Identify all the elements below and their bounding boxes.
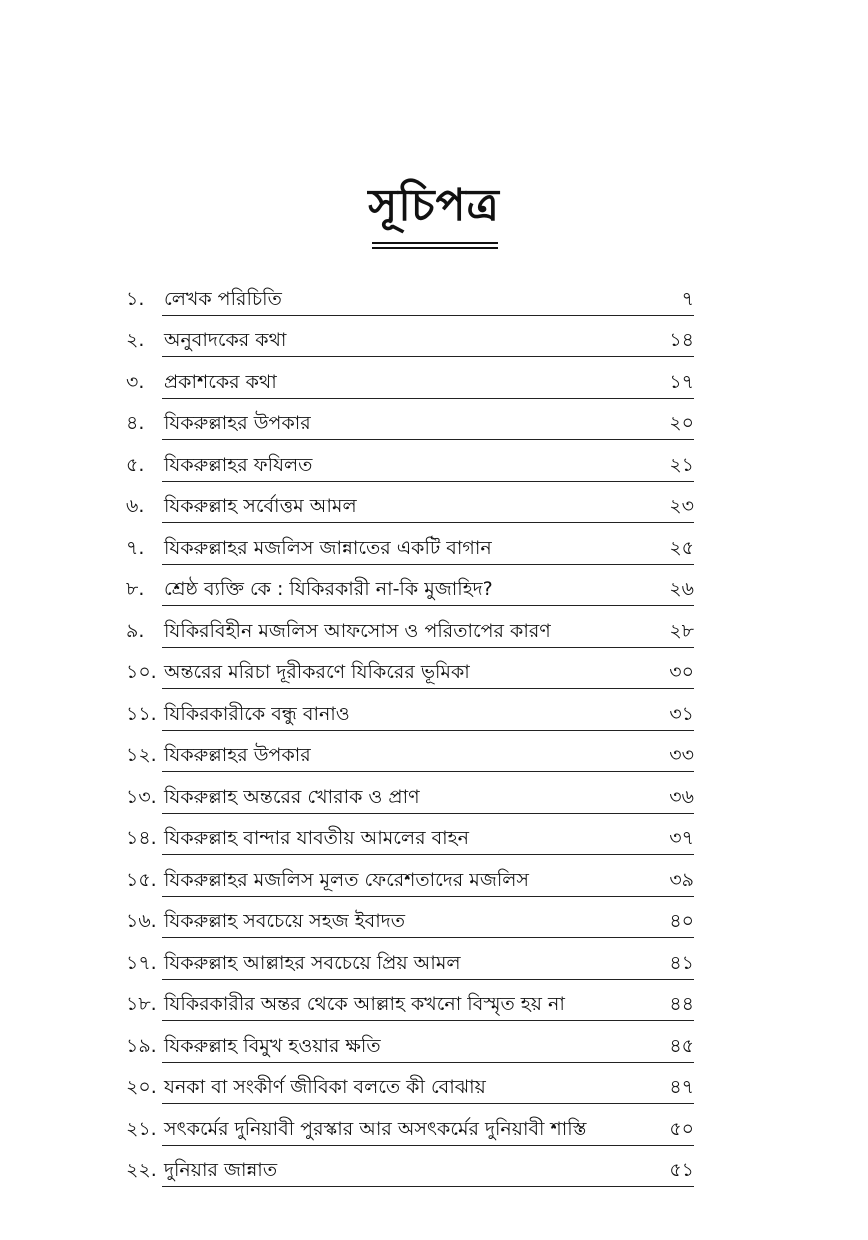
toc-entry: [126, 482, 694, 524]
toc-entry-number: ২.: [126, 329, 145, 351]
toc-entry: [126, 565, 694, 607]
toc-entry: [126, 440, 694, 482]
toc-entry-title: দুনিয়ার জান্নাত: [164, 1159, 278, 1181]
toc-entry-page: ৪০: [669, 910, 694, 932]
table-of-contents: [126, 274, 694, 1187]
toc-entry-page: ৪১: [669, 951, 694, 974]
toc-entry-number: ১৭.: [126, 951, 157, 974]
toc-entry-title: যিকিরবিহীন মজলিস আফসোস ও পরিতাপের কারণ: [164, 619, 551, 642]
toc-entry-page: ১৭: [669, 370, 694, 393]
toc-heading: সূচিপত্র: [368, 180, 500, 231]
toc-entry-page: ৫১: [669, 1159, 694, 1181]
toc-entry: [126, 980, 694, 1022]
toc-entry-title: যিকরুল্লাহ আল্লাহর সবচেয়ে প্রিয় আমল: [164, 951, 461, 974]
toc-entry: [126, 274, 694, 316]
toc-entry-title: যিকরুল্লাহ অন্তরের খোরাক ও প্রাণ: [164, 785, 420, 808]
toc-entry: [126, 523, 694, 565]
toc-entry-number: ২২.: [126, 1159, 157, 1181]
toc-entry-title: অন্তরের মরিচা দূরীকরণে যিকিরের ভূমিকা: [164, 661, 470, 683]
toc-entry-title: যিকরুল্লাহ সবচেয়ে সহজ ইবাদত: [164, 910, 405, 932]
toc-entry-title: সৎকর্মের দুনিয়াবী পুরস্কার আর অসৎকর্মের দুনিয়াবী শাস্তি: [164, 1117, 587, 1140]
toc-entry-page: ৩৩: [669, 744, 694, 766]
toc-entry-page: ২৬: [669, 578, 694, 600]
toc-entry-title: যিকরুল্লাহ বিমুখ হওয়ার ক্ষতি: [164, 1034, 381, 1057]
toc-entry-page: ২১: [669, 453, 694, 476]
toc-entry-number: ১.: [126, 287, 145, 310]
toc-entry-title: যিকরুল্লাহর উপকার: [164, 412, 311, 434]
toc-entry-page: ৭: [681, 287, 694, 310]
toc-entry-number: ১৫.: [126, 868, 157, 891]
toc-entry-title: যিকরুল্লাহর ফযিলত: [164, 453, 313, 476]
toc-entry-number: ১৯.: [126, 1034, 157, 1057]
toc-entry-page: ৩৭: [669, 827, 694, 849]
toc-entry: [126, 897, 694, 939]
toc-entry-page: ৩১: [669, 702, 694, 725]
toc-entry: [126, 1063, 694, 1105]
toc-entry-page: ৩০: [669, 661, 694, 683]
toc-entry-page: ২৮: [669, 619, 694, 642]
toc-entry-title: যিকরুল্লাহর উপকার: [164, 744, 311, 766]
toc-entry-number: ৫.: [126, 453, 145, 476]
toc-entry-page: ৩৯: [669, 868, 694, 891]
toc-entry-title: যিকিরকারীর অন্তর থেকে আল্লাহ কখনো বিস্মৃত হয় না: [164, 993, 565, 1015]
toc-entry-page: ৩৬: [669, 785, 694, 808]
toc-entry: [126, 606, 694, 648]
toc-entry-number: ৪.: [126, 412, 145, 434]
toc-entry-title: শ্রেষ্ঠ ব্যক্তি কে : যিকিরকারী না-কি মুজাহিদ?: [164, 578, 493, 600]
toc-entry: [126, 399, 694, 441]
toc-entry-title: যিকরুল্লাহর মজলিস মূলত ফেরেশতাদের মজলিস: [164, 868, 529, 891]
toc-entry-title: অনুবাদকের কথা: [164, 329, 287, 351]
toc-entry-number: ১২.: [126, 744, 157, 766]
toc-entry: [126, 689, 694, 731]
toc-entry-number: ৩.: [126, 370, 145, 393]
toc-entry-title: প্রকাশকের কথা: [164, 370, 277, 393]
heading-underline-top: [372, 242, 498, 244]
toc-entry-page: ৪৫: [669, 1034, 694, 1057]
toc-entry-number: ১৪.: [126, 827, 157, 849]
toc-entry-underline: [162, 1186, 694, 1187]
toc-entry-number: ১৬.: [126, 910, 157, 932]
toc-entry: [126, 1146, 694, 1188]
toc-entry-number: ১৩.: [126, 785, 157, 808]
toc-entry-number: ৭.: [126, 536, 145, 559]
toc-entry-number: ১৮.: [126, 993, 157, 1015]
toc-entry-number: ৬.: [126, 495, 145, 517]
toc-entry-page: ২৩: [669, 495, 694, 517]
toc-entry-number: ৮.: [126, 578, 145, 600]
toc-entry: [126, 938, 694, 980]
toc-entry-number: ৯.: [126, 619, 145, 642]
toc-entry-page: ২০: [669, 412, 694, 434]
toc-entry-page: ৫০: [669, 1117, 694, 1140]
toc-entry-number: ১০.: [126, 661, 157, 683]
toc-entry-page: ১৪: [669, 329, 694, 351]
toc-entry: [126, 316, 694, 358]
toc-entry: [126, 1021, 694, 1063]
toc-entry-page: ৪৭: [669, 1076, 694, 1098]
toc-entry: [126, 855, 694, 897]
toc-entry: [126, 731, 694, 773]
toc-entry-page: ২৫: [669, 536, 694, 559]
toc-entry-number: ১১.: [126, 702, 157, 725]
toc-entry-title: যনকা বা সংকীর্ণ জীবিকা বলতে কী বোঝায়: [164, 1076, 486, 1098]
toc-entry-title: যিকরুল্লাহ সর্বোত্তম আমল: [164, 495, 357, 517]
toc-entry: [126, 648, 694, 690]
toc-entry: [126, 814, 694, 856]
toc-entry-title: লেখক পরিচিতি: [164, 287, 282, 310]
toc-entry: [126, 357, 694, 399]
toc-entry-number: ২০.: [126, 1076, 157, 1098]
toc-entry-title: যিকরুল্লাহর মজলিস জান্নাতের একটি বাগান: [164, 536, 492, 559]
toc-entry-title: যিকিরকারীকে বন্ধু বানাও: [164, 702, 350, 725]
toc-entry-number: ২১.: [126, 1117, 157, 1140]
toc-entry-title: যিকরুল্লাহ বান্দার যাবতীয় আমলের বাহন: [164, 827, 469, 849]
toc-entry: [126, 772, 694, 814]
heading-underline-bottom: [372, 247, 498, 249]
toc-entry-page: ৪৪: [669, 993, 694, 1015]
toc-entry: [126, 1104, 694, 1146]
